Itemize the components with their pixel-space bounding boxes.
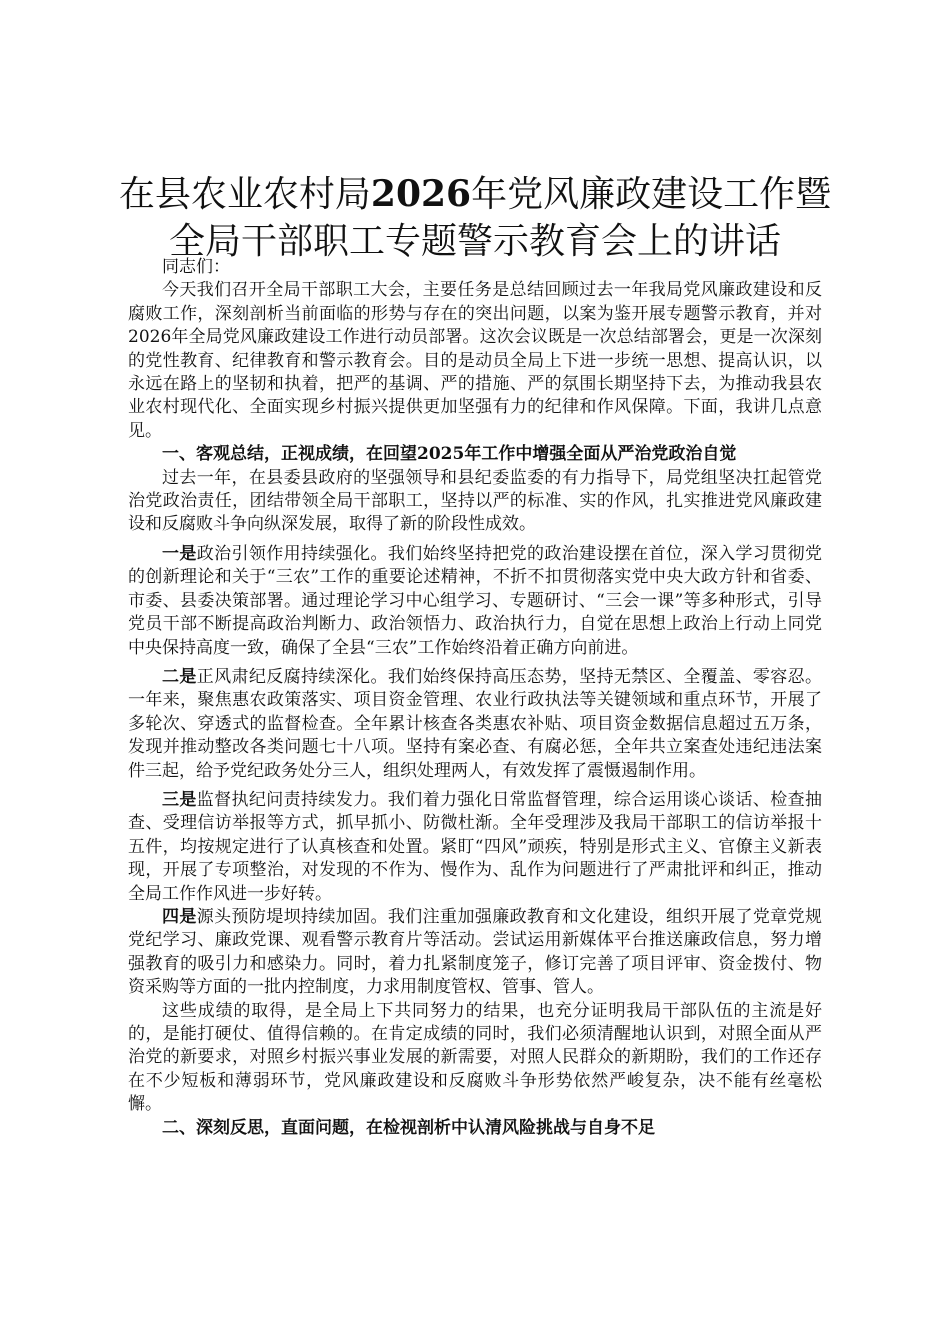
document-title-line-1 [100,168,850,221]
point-4-text: 源头预防堤坝持续加固。我们注重加强廉政教育和文化建设，组织开展了党章党规党纪学习、廉政党课、观看警示教育片等活动。尝试运用新媒体平台推送廉政信息，努力增强教育的吸引力和感染力。同时，着力扎紧制度笼子，修订完善了项目评审、资金拨付、物资采购等方面的一批内控制度，力求用制度管权、管事、管人。 [128,906,823,998]
point-3-text: 监督执纪问责持续发力。我们着力强化日常监督管理，综合运用谈心谈话、检查抽查、受理信访举报等方式，抓早抓小、防微杜渐。全年受理涉及我局干部职工的信访举报十五件，均按规定进行了认真核查和处置。紧盯“四风”顽疾，特别是形式主义、官僚主义新表现，开展了专项整治，对发现的不作为、慢作为、乱作为问题进行了严肃批评和纠正，推动全局工作作风进一步好转。 [128,789,823,904]
intro-paragraph: 今天我们召开全局干部职工大会，主要任务是总结回顾过去一年我局党风廉政建设和反腐败工作，深刻剖析当前面临的形势与存在的突出问题，以案为鉴开展专题警示教育，并对2026年全局党风廉政建设工作进行动员部署。这次会议既是一次总结部署会，更是一次深刻的党性教育、纪律教育和警示教育会。目的是动员全局上下进一步统一思想、提高认识，以永远在路上的坚韧和执着，把严的基调、严的措施、严的氛围长期坚持下去，为推动我县农业农村现代化、全面实现乡村振兴提供更加坚强有力的纪律和作风保障。下面，我讲几点意见。 [128,280,822,441]
salutation: 同志们： [162,257,230,277]
point-1-paragraph [128,543,822,660]
document-title-line-2: 全局干部职工专题警示教育会上的讲话 [168,221,781,262]
section-1-intro-paragraph: 过去一年，在县委县政府的坚强领导和县纪委监委的有力指导下，局党组坚决扛起管党治党政治责任，团结带领全局干部职工，坚持以严的标准、实的作风，扎实推进党风廉政建设和反腐败斗争向纵深发展，取得了新的阶段性成效。 [128,467,822,535]
point-1-text: 政治引领作用持续强化。我们始终坚持把党的政治建设摆在首位，深入学习贯彻党的创新理论和关于“三农”工作的重要论述精神，不折不扣贯彻落实党中央大政方针和省委、市委、县委决策部署。通过理论学习中心组学习、专题研讨、“三会一课”等多种形式，引导党员干部不断提高政治判断力、政治领悟力、政治执行力，自觉在思想上政治上行动上同党中央保持高度一致，确保了全县“三农”工作始终沿着正确方向前进。 [128,543,823,658]
point-2-lead: 二是 [162,666,197,687]
title-suffix: 年党风廉政建设工作暨 [471,174,832,215]
document-body [128,256,822,1140]
point-2-paragraph [128,666,822,783]
point-4-paragraph [128,906,822,1000]
point-1-lead: 一是 [162,543,197,564]
point-3-lead: 三是 [162,789,197,810]
title-year: 2026 [370,173,472,215]
section-1-heading: 一、客观总结，正视成绩，在回望2025年工作中增强全面从严治党政治自觉 [162,444,737,465]
point-3-paragraph [128,789,822,906]
point-4-lead: 四是 [162,906,197,927]
section-2-heading: 二、深刻反思，直面问题，在检视剖析中认清风险挑战与自身不足 [162,1117,655,1138]
section-1-summary-paragraph: 这些成绩的取得，是全局上下共同努力的结果，也充分证明我局干部队伍的主流是好的，是能打硬仗、值得信赖的。在肯定成绩的同时，我们必须清醒地认识到，对照全面从严治党的新要求，对照乡村振兴事业发展的新需要，对照人民群众的新期盼，我们的工作还存在不少短板和薄弱环节，党风廉政建设和反腐败斗争形势依然严峻复杂，决不能有丝毫松懈。 [128,1000,822,1115]
point-2-text: 正风肃纪反腐持续深化。我们始终保持高压态势，坚持无禁区、全覆盖、零容忍。一年来，聚焦惠农政策落实、项目资金管理、农业行政执法等关键领域和重点环节，开展了多轮次、穿透式的监督检查。全年累计核查各类惠农补贴、项目资金数据信息超过五万条，发现并推动整改各类问题七十八项。坚持有案必查、有腐必惩，全年共立案查处违纪违法案件三起，给予党纪政务处分三人，组织处理两人，有效发挥了震慑遏制作用。 [128,666,823,781]
title-prefix: 在县农业农村局 [118,174,371,215]
